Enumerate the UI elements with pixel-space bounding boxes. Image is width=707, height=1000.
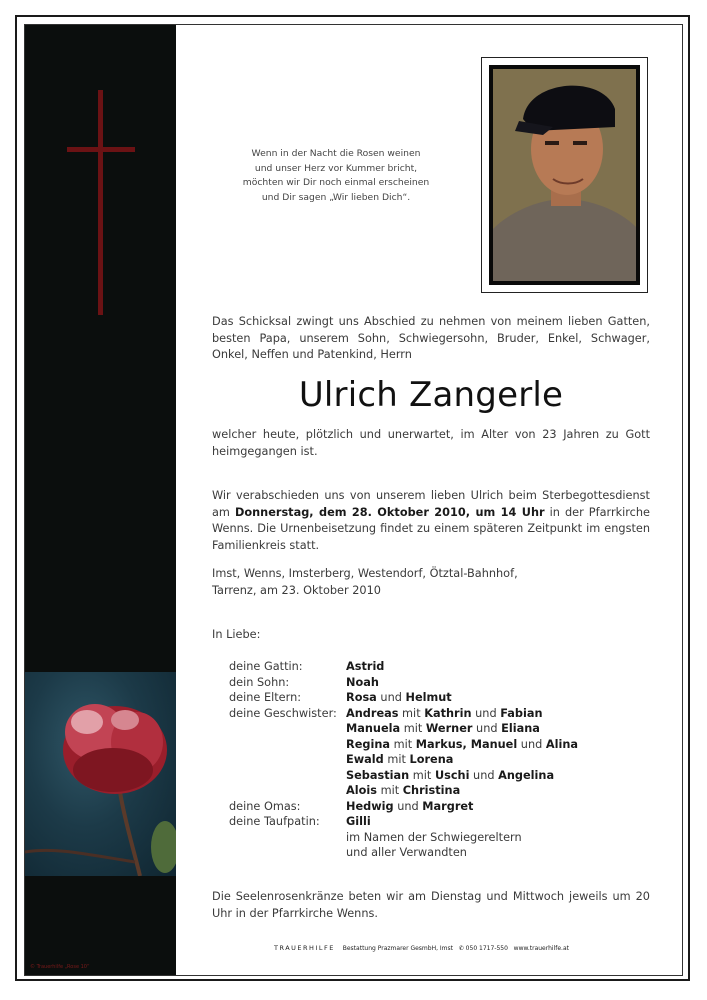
connector: und [475, 706, 497, 720]
family-name: Alina [545, 737, 579, 751]
family-name: Andreas [346, 706, 399, 720]
service-text-after: in der Pfarrkirche Wenns. Die Urnenbeisetzung findet zu einem späteren Zeitpunkt im engsten Familienkreis statt. [212, 505, 651, 552]
poem-line: Wenn in der Nacht die Rosen weinen [251, 148, 421, 159]
family-name: Margret [422, 799, 474, 813]
phone-number: ✆ 050 1717-550 [458, 945, 508, 952]
family-name: Helmut [405, 691, 452, 704]
family-name: Uschi [434, 768, 470, 782]
death-paragraph [212, 427, 650, 460]
rosary-text: Die Seelenrosenkränze beten wir am Dienstag und Mittwoch jeweils um 20 Uhr in der Pfarrkirche Wenns. [212, 890, 650, 920]
poem-line: möchten wir Dir noch einmal erscheinen [242, 177, 430, 188]
connector: mit [412, 768, 432, 782]
connector: mit [380, 784, 400, 797]
connector: und [473, 768, 495, 782]
family-name: Manuela [346, 722, 401, 735]
family-name: Regina [346, 737, 390, 751]
connector: mit [393, 737, 413, 751]
poem [226, 147, 446, 205]
rose-image [25, 672, 176, 876]
poem-line: und Dir sagen „Wir lieben Dich“. [261, 191, 411, 203]
family-name: Ewald [346, 753, 384, 766]
family-label: deine Omas: [229, 799, 301, 813]
family-name: Astrid [346, 660, 385, 673]
family-name: Noah [346, 675, 379, 689]
service-paragraph [212, 488, 650, 554]
family-name: Eliana [501, 722, 540, 735]
family-name: Hedwig [346, 799, 394, 813]
deceased-name: Ulrich Zangerle [298, 375, 564, 415]
image-credit: © Trauerhilfe „Rose 10“ [30, 964, 90, 970]
family-name: Christina [402, 784, 461, 797]
website-link[interactable]: www.trauerhilfe.at [513, 945, 569, 952]
places-text: Imst, Wenns, Imsterberg, Westendorf, Ötztal-Bahnhof, Tarrenz, am 23. Oktober 2010 [212, 567, 518, 597]
intro-text: Das Schicksal zwingt uns Abschied zu nehmen von meinem lieben Gatten, besten Papa, unserem Sohn, Schwiegersohn, Bruder, Enkel, Schwager, Onkel, Neffen und Patenkind, Herrn [212, 315, 650, 361]
connector: und [476, 722, 498, 735]
family-name: Lorena [409, 753, 454, 766]
trauerhilfe-logo: TRAUERHILFE [274, 944, 335, 952]
family-label: deine Taufpatin: [229, 815, 320, 828]
portrait-photo [489, 65, 640, 285]
death-text: welcher heute, plötzlich und unerwartet, im Alter von 23 Jahren zu Gott heimgegangen ist. [212, 428, 650, 458]
connector: und [520, 737, 543, 751]
family-label: deine Geschwister: [229, 706, 337, 720]
cross-icon [98, 90, 103, 315]
family-label: deine Gattin: [229, 660, 303, 673]
footer [274, 944, 569, 952]
family-name: Rosa [346, 691, 377, 704]
places-paragraph [212, 566, 542, 599]
in-love-text: In Liebe: [212, 628, 261, 641]
cross-icon-bar [67, 147, 135, 152]
intro-paragraph [212, 314, 650, 364]
closing-line: im Namen der Schwiegereltern [346, 830, 522, 844]
family-name: Fabian [500, 706, 543, 720]
service-text-before: Wir verabschieden uns von unserem lieben Ulrich beim Sterbegottesdienst am [212, 489, 650, 519]
family-name: Sebastian [346, 768, 410, 782]
connector: mit [387, 753, 406, 766]
poem-line: und unser Herz vor Kummer bricht, [254, 162, 418, 174]
connector: und [397, 799, 419, 813]
service-date: Donnerstag, dem 28. Oktober 2010, um 14 Uhr [235, 505, 545, 519]
family-name: Werner [425, 722, 473, 735]
connector: und [380, 691, 402, 704]
family-name: Angelina [498, 768, 555, 782]
family-name: Markus, Manuel [415, 737, 518, 751]
family-name: Gilli [346, 815, 371, 828]
family-label: dein Sohn: [229, 675, 290, 689]
company-name: Bestattung Prazmarer GesmbH, Imst [342, 945, 454, 952]
closing-line: und aller Verwandten [346, 846, 467, 859]
connector: mit [402, 706, 421, 720]
family-label: deine Eltern: [229, 691, 302, 704]
in-love-heading [212, 627, 650, 644]
family-name: Kathrin [424, 706, 472, 720]
connector: mit [403, 722, 423, 735]
family-name: Alois [346, 784, 377, 797]
rosary-paragraph [212, 889, 650, 922]
